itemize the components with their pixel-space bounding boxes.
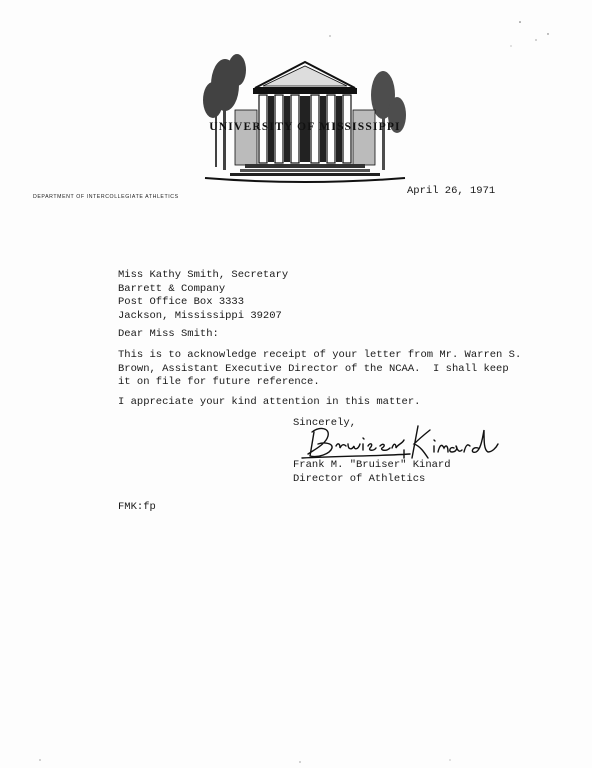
signer-block [293, 459, 451, 486]
address-line: Barrett & Company [118, 282, 226, 295]
body-line: This is to acknowledge receipt of your letter from Mr. Warren S. [118, 349, 522, 361]
address-line: Post Office Box 3333 [118, 296, 245, 308]
signer-name: Frank M. "Bruiser" Kinard [293, 459, 451, 471]
reference-initials: FMK:fp [118, 501, 156, 513]
signer-title: Director of Athletics [293, 472, 426, 485]
recipient-address [118, 269, 288, 323]
address-line: Miss Kathy Smith, Secretary [118, 269, 289, 281]
body-paragraph-1 [118, 349, 521, 390]
lyceum-building-seal-icon [185, 40, 425, 190]
university-name: UNIVERSITY OF MISSISSIPPI [209, 121, 401, 133]
salutation: Dear Miss Smith: [118, 328, 219, 340]
body-paragraph-2: I appreciate your kind attention in this matter. [118, 396, 421, 408]
letter-date: April 26, 1971 [407, 185, 496, 197]
department-name: DEPARTMENT OF INTERCOLLEGIATE ATHLETICS [33, 194, 179, 200]
body-line: it on file for future reference. [118, 376, 320, 388]
address-line: Jackson, Mississippi 39207 [118, 309, 282, 322]
body-line: Brown, Assistant Executive Director of the NCAA. I shall keep [118, 362, 509, 375]
closing: Sincerely, [293, 417, 357, 429]
